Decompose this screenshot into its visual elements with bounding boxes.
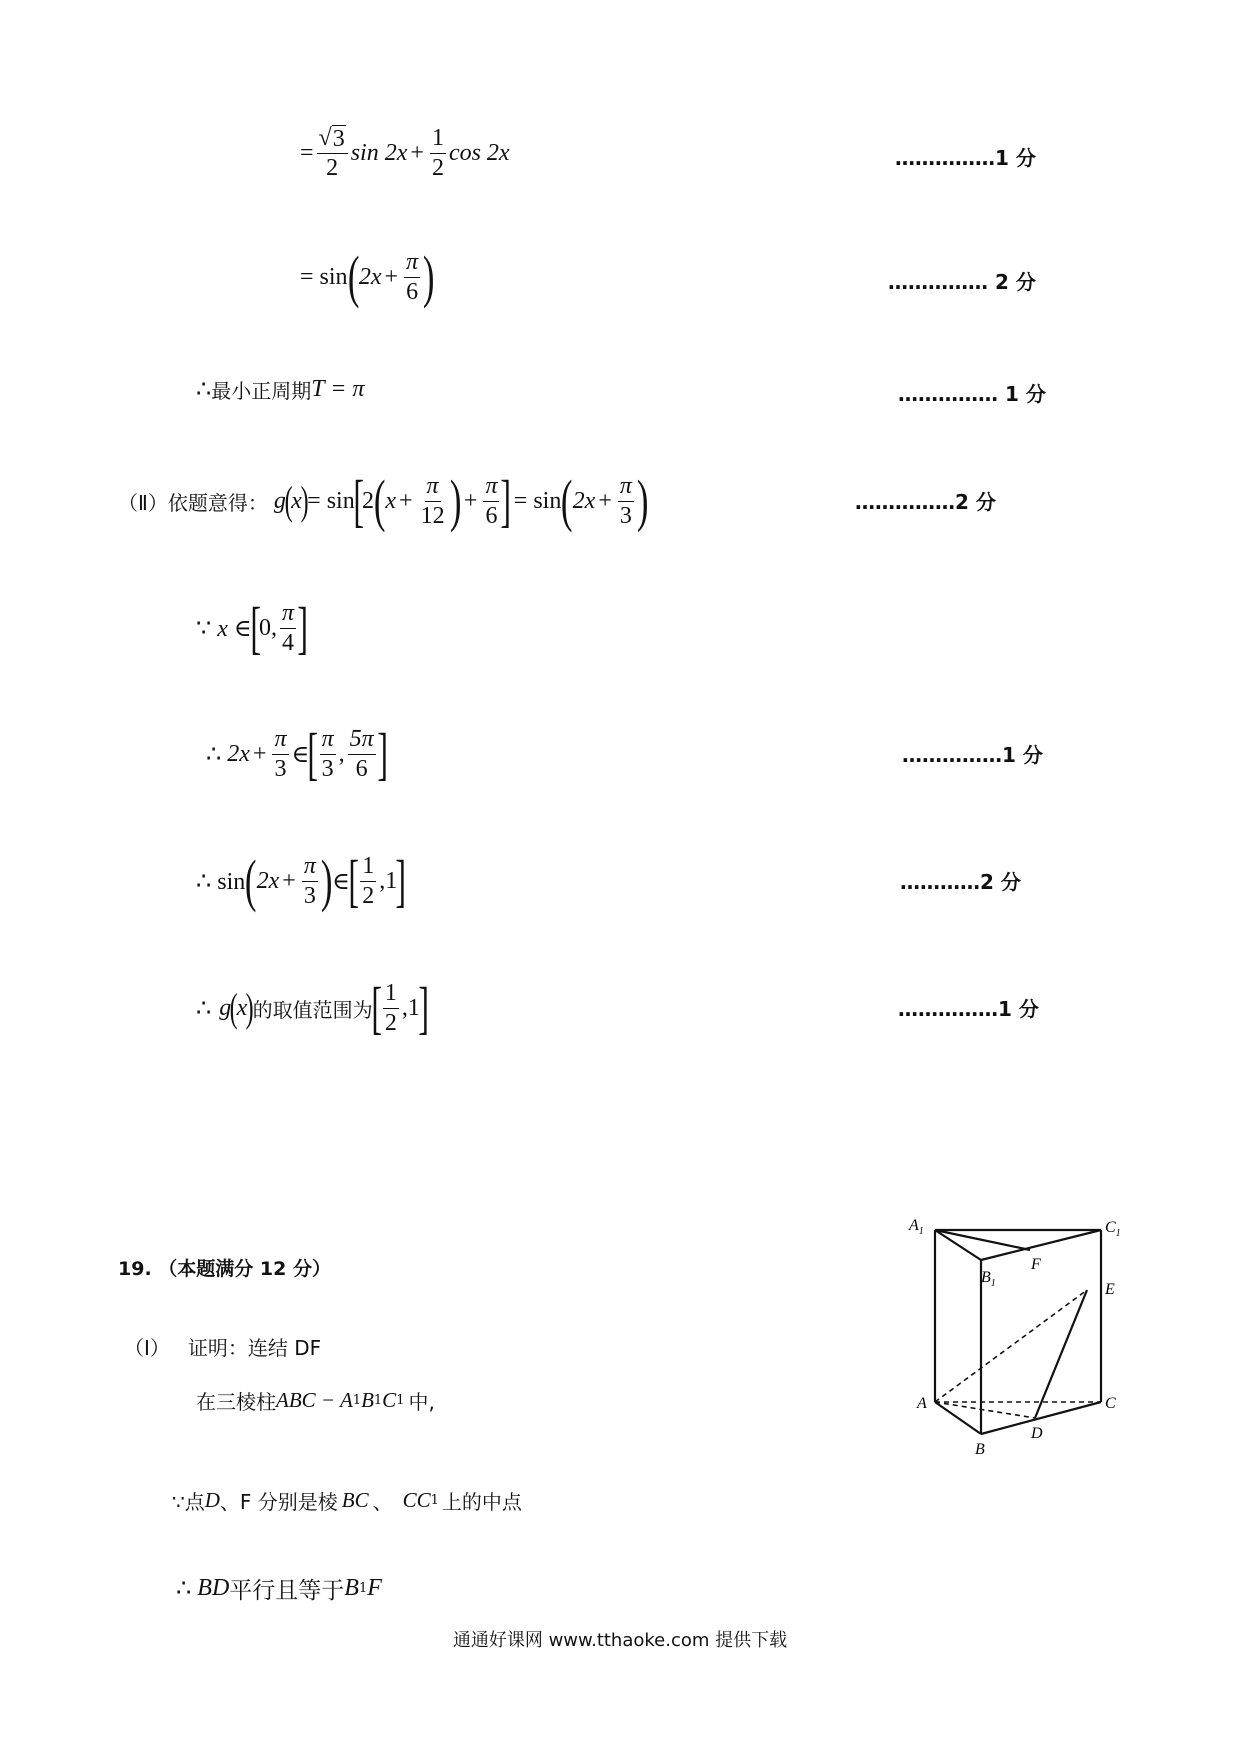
fraction-half: $\frac{1}{2}$	[431, 125, 444, 181]
label-C1: $C_1$	[1105, 1219, 1121, 1239]
fraction-sqrt3-over-2: √ 3 2	[317, 125, 348, 182]
score-line-7: …………2 分	[900, 870, 1021, 894]
score-line-4: ……………2 分	[855, 490, 996, 514]
equals-sign: =	[300, 139, 314, 166]
prism-figure	[905, 1212, 1145, 1492]
label-F: F	[1031, 1256, 1041, 1273]
label-E: E	[1105, 1281, 1115, 1298]
formula-line-4: （Ⅱ）依题意得： g ( x ) = sin [ 2 ( x + $\frac{\pi}{12}$ ) + $\frac{\pi}{6}$ ] = sin ( 2x + $\frac{\pi}{3}$ )	[118, 468, 649, 533]
label-B: B	[975, 1441, 985, 1458]
formula-line-6: ∴ 2x + $\frac{\pi}{3}$ ∈ [ $\frac{\pi}{3}$ , $\frac{5\pi}{6}$ ]	[206, 721, 388, 786]
score-line-3: …………… 1 分	[898, 382, 1046, 406]
score-line-1: ……………1 分	[895, 146, 1036, 170]
score-line-6: ……………1 分	[902, 743, 1043, 767]
sin-term: sin 2x	[350, 139, 408, 166]
q19-part1-line: （Ⅰ） 证明：连结 DF	[124, 1336, 322, 1360]
score-line-8: ……………1 分	[898, 997, 1039, 1021]
formula-line-3: ∴ 最小正周期 T = π	[196, 376, 365, 403]
part-2-label: （Ⅱ）依题意得：	[118, 490, 268, 515]
label-D: D	[1031, 1425, 1043, 1442]
cos-term: cos 2x	[448, 139, 510, 166]
q19-points-line: ∵点 D 、F 分别是棱 BC 、 CC 1 上的中点	[172, 1488, 522, 1514]
label-A: A	[917, 1395, 927, 1412]
formula-line-5: ∵ x ∈ [ 0, $\frac{\pi}{4}$ ]	[196, 595, 309, 660]
question-19-title: 19. （本题满分 12 分）	[118, 1258, 331, 1280]
q19-prism-line: 在三棱柱 ABC − A 1 B 1 C 1 中,	[196, 1388, 435, 1414]
formula-line-2: = sin ( 2x + $\frac{\pi}{6}$ )	[300, 244, 435, 309]
label-C: C	[1105, 1395, 1116, 1412]
label-A1: $A_1$	[909, 1217, 924, 1237]
footer: 通通好课网 www.tthaoke.com 提供下载	[452, 1630, 788, 1651]
formula-line-8: ∴ g ( x ) 的取值范围为 [ $\frac{1}{2}$ ,1 ]	[196, 975, 429, 1040]
score-line-2: …………… 2 分	[888, 270, 1036, 294]
formula-line-1: = √ 3 2 sin 2x + $\frac{1}{2}$ cos 2x	[300, 124, 510, 181]
fraction-pi-over-6: $\frac{\pi}{6}$	[406, 249, 419, 305]
label-B1: $B_1$	[981, 1269, 996, 1289]
q19-bd-line: ∴ BD 平行且等于 B 1 F	[176, 1575, 382, 1604]
formula-line-7: ∴ sin ( 2x + $\frac{\pi}{3}$ ) ∈ [ $\frac{1}{2}$ ,1 ]	[196, 848, 407, 913]
